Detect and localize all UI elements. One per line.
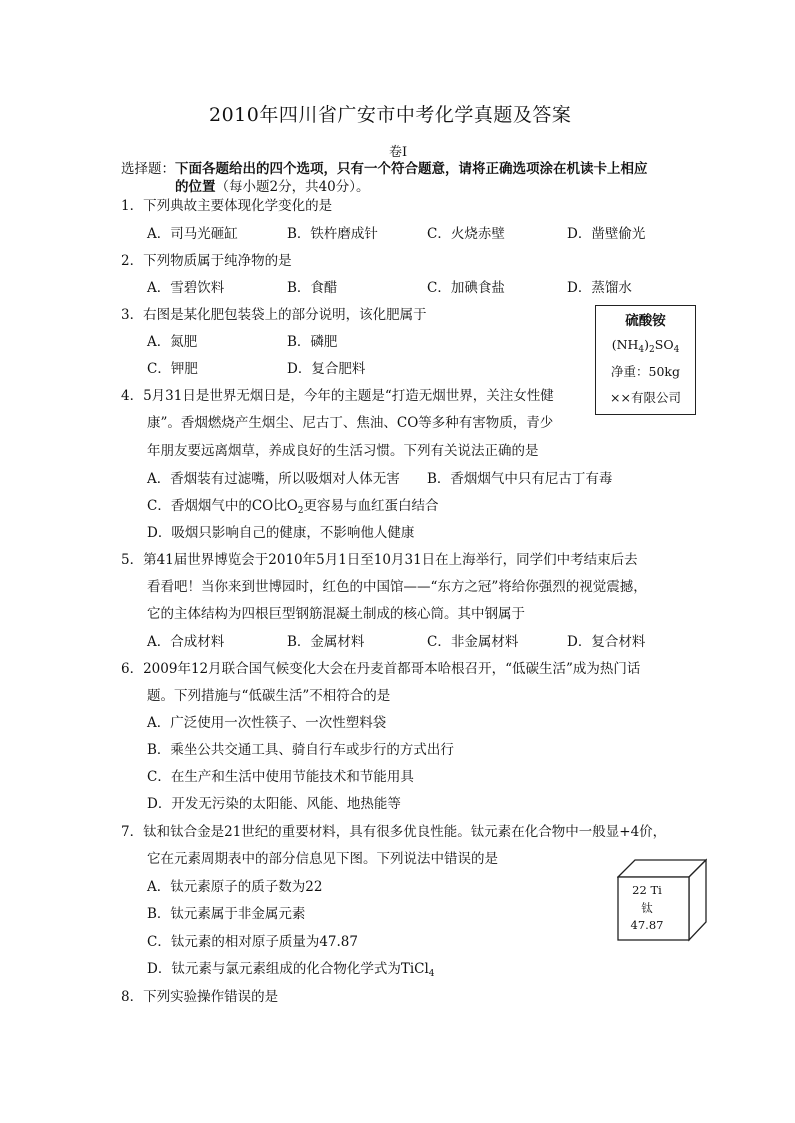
- fertilizer-weight: 净重：50kg: [611, 364, 680, 379]
- q5-option-b: B．金属材料: [287, 634, 365, 650]
- fertilizer-formula-c: SO: [654, 337, 674, 352]
- element-name: 钛: [641, 901, 653, 915]
- q6-option-a: A．广泛使用一次性筷子、一次性塑料袋: [147, 715, 387, 731]
- instructions-line1: 下面各题给出的四个选项，只有一个符合题意，请将正确选项涂在机读卡上相应: [175, 161, 648, 177]
- fertilizer-label-box: [595, 305, 696, 415]
- q5-option-c: C．非金属材料: [427, 634, 519, 650]
- q7-line2: 它在元素周期表中的部分信息见下图。下列说法中错误的是: [147, 851, 498, 867]
- fertilizer-formula-sub3: 4: [673, 345, 680, 355]
- q1-option-b: B．铁杵磨成针: [287, 226, 378, 242]
- q4-option-a: A．香烟装有过滤嘴，所以吸烟对人体无害: [147, 471, 400, 487]
- page-title: 2010年四川省广安市中考化学真题及答案: [209, 104, 572, 126]
- q4-option-c-sub: 2: [297, 506, 304, 516]
- q7-option-a: A．钛元素原子的质子数为22: [147, 879, 323, 895]
- q3-option-d: D．复合肥料: [287, 361, 366, 377]
- q1-option-d: D．凿壁偷光: [567, 226, 646, 242]
- q4-option-c-pre: C．香烟烟气中的CO比O: [147, 498, 298, 514]
- q6-option-b: B．乘坐公共交通工具、骑自行车或步行的方式出行: [147, 742, 454, 758]
- q2-option-d: D．蒸馏水: [567, 280, 632, 296]
- q7-line1: 7．钛和钛合金是21世纪的重要材料，具有很多优良性能。钛元素在化合物中一般显+4价，: [121, 824, 667, 840]
- instructions-label: 选择题：: [121, 161, 175, 177]
- q5-line2: 看看吧！当你来到世博园时，红色的中国馆——“东方之冠”将给你强烈的视觉震撼，: [147, 579, 647, 595]
- section-heading: 卷Ⅰ: [389, 145, 408, 160]
- q4-line2: 康”。香烟燃烧产生烟尘、尼古丁、焦油、CO等多种有害物质，青少: [147, 415, 554, 431]
- q7-option-d-sub: 4: [428, 969, 435, 979]
- q1-option-c: C．火烧赤壁: [427, 226, 505, 242]
- instructions-line2: [175, 178, 370, 196]
- fertilizer-formula: [596, 337, 695, 355]
- q3-option-a: A．氮肥: [147, 334, 198, 350]
- fertilizer-formula-sub1: 4: [638, 345, 645, 355]
- q2-option-c: C．加碘食盐: [427, 280, 505, 296]
- q5-option-d: D．复合材料: [567, 634, 646, 650]
- q6-line1: 6．2009年12月联合国气候变化大会在丹麦首都哥本哈根召开，“低碳生活”成为热门话: [121, 661, 641, 677]
- q2-option-b: B．食醋: [287, 280, 338, 296]
- q5-line3: 它的主体结构为四根巨型钢筋混凝土制成的核心筒。其中钢属于: [147, 606, 525, 622]
- q1-stem: 1．下列典故主要体现化学变化的是: [121, 198, 333, 214]
- q5-option-a: A．合成材料: [147, 634, 225, 650]
- fertilizer-name: 硫酸铵: [625, 313, 666, 329]
- q4-line3: 年朋友要远离烟草，养成良好的生活习惯。下列有关说法正确的是: [147, 443, 539, 459]
- q3-option-c: C．钾肥: [147, 361, 198, 377]
- q4-option-b: B．香烟烟气中只有尼古丁有毒: [427, 471, 613, 487]
- q2-option-a: A．雪碧饮料: [147, 280, 225, 296]
- fertilizer-company: ××有限公司: [610, 390, 681, 405]
- instructions-line2-rest: （每小题2分，共40分）。: [215, 179, 370, 195]
- q3-stem: 3．右图是某化肥包装袋上的部分说明，该化肥属于: [121, 307, 427, 323]
- q4-option-c: [147, 497, 439, 520]
- q6-option-c: C．在生产和生活中使用节能技术和节能用具: [147, 769, 414, 785]
- q2-stem: 2．下列物质属于纯净物的是: [121, 253, 292, 269]
- q7-option-d-pre: D．钛元素与氯元素组成的化合物化学式为TiCl: [147, 961, 429, 977]
- element-number-symbol: 22 Ti: [632, 883, 662, 897]
- instructions-line2-bold: 的位置: [175, 179, 216, 195]
- q4-option-d: D．吸烟只影响自己的健康，不影响他人健康: [147, 525, 415, 541]
- q6-line2: 题。下列措施与“低碳生活”不相符合的是: [147, 688, 391, 704]
- q7-option-d: [147, 960, 435, 983]
- fertilizer-formula-a: (NH: [611, 337, 639, 352]
- q5-line1: 5．第41届世界博览会于2010年5月1日至10月31日在上海举行，同学们中考结束后去: [121, 552, 638, 568]
- q3-option-b: B．磷肥: [287, 334, 338, 350]
- fertilizer-formula-b: ): [644, 337, 650, 352]
- q8-stem: 8．下列实验操作错误的是: [121, 989, 279, 1005]
- q7-option-c: C．钛元素的相对原子质量为47.87: [147, 934, 358, 950]
- q4-line1: 4．5月31日是世界无烟日是，今年的主题是“打造无烟世界，关注女性健: [121, 388, 554, 404]
- q1-option-a: A．司马光砸缸: [147, 226, 238, 242]
- q6-option-d: D．开发无污染的太阳能、风能、地热能等: [147, 796, 401, 812]
- q7-option-b: B．钛元素属于非金属元素: [147, 906, 306, 922]
- element-mass: 47.87: [630, 918, 664, 932]
- fertilizer-formula-sub2: 2: [649, 345, 655, 355]
- q4-option-c-post: 更容易与血红蛋白结合: [303, 498, 439, 514]
